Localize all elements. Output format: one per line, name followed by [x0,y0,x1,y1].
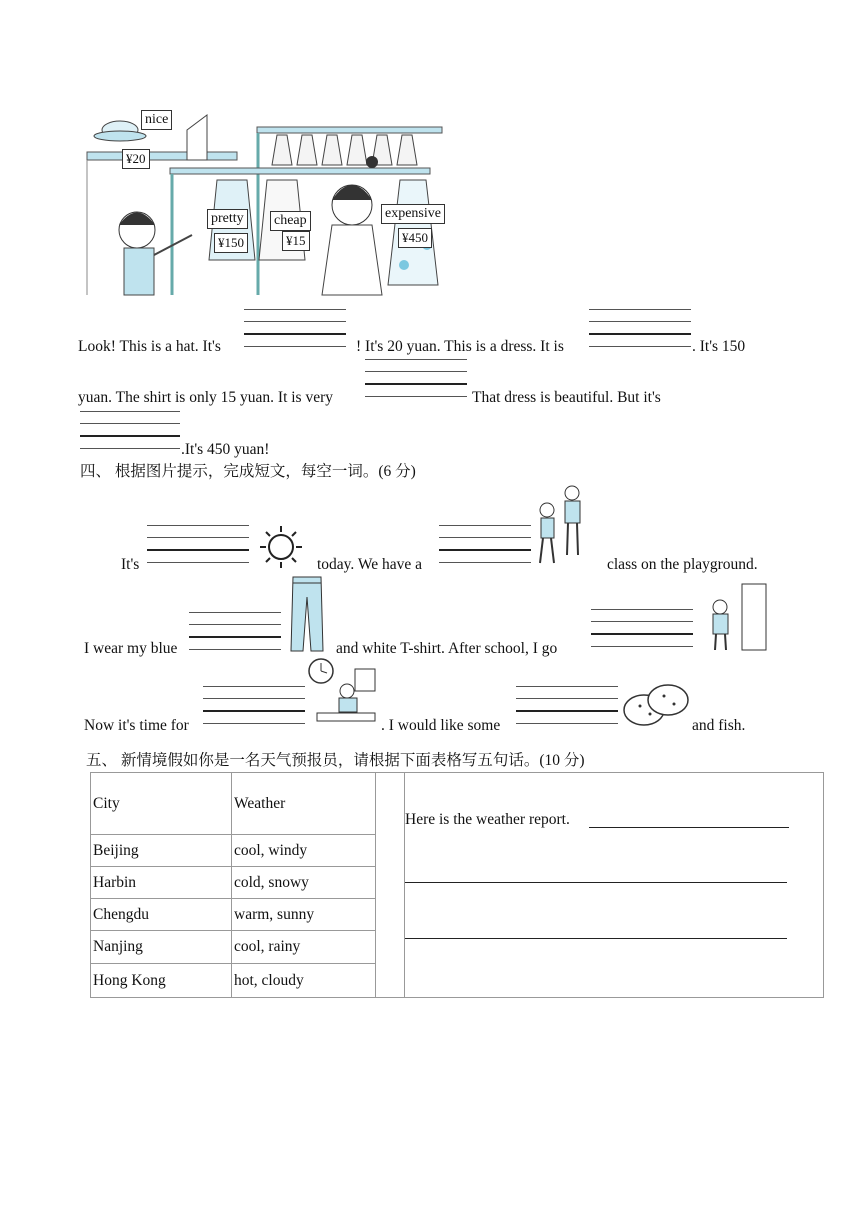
writing-line[interactable] [405,938,787,939]
shop-illustration [82,100,452,300]
blank-cheap[interactable] [365,359,467,397]
blank-home[interactable] [591,609,693,647]
table-row-weather: cold, snowy [232,867,376,899]
weather-table [90,772,824,998]
table-row-city: Chengdu [91,899,232,931]
blank-expensive[interactable] [80,411,180,449]
s3-line2-a: yuan. The shirt is only 15 yuan. It is very [78,389,334,406]
blank-pe[interactable] [439,525,531,563]
pe-class-icon [532,485,592,570]
tag-price-shirt: ¥15 [282,231,310,251]
s3-line1-c: . It's 150 [692,338,746,355]
writing-line[interactable] [589,827,789,828]
report-intro: Here is the weather report. [405,811,570,828]
sun-icon [258,524,304,570]
blank-nice[interactable] [244,309,346,347]
tag-pretty: pretty [207,209,248,229]
s4-l1-b: today. We have a [317,556,423,573]
s3-line2-b: That dress is beautiful. But it's [472,389,661,406]
tag-price-dress: ¥150 [214,233,248,253]
potatoes-icon [620,680,692,730]
s4-l1-a: It's [121,556,140,573]
writing-area[interactable] [405,773,824,998]
blank-sunny[interactable] [147,525,249,563]
tag-nice: nice [141,110,172,130]
s4-l1-c: class on the playground. [607,556,758,573]
blank-jeans[interactable] [189,612,281,650]
table-row-city: Beijing [91,835,232,867]
clock-dinner-icon [307,655,383,727]
blank-potatoes[interactable] [516,686,618,724]
section4-heading: 四、 根据图片提示，完成短文，每空一词。(6 分) [80,463,416,480]
blank-dinner[interactable] [203,686,305,724]
blank-pretty[interactable] [589,309,691,347]
table-row-city: Harbin [91,867,232,899]
s3-line3: .It's 450 yuan! [181,441,270,458]
tag-cheap: cheap [270,211,311,231]
spacer-column [376,773,405,998]
writing-line[interactable] [405,882,787,883]
s3-line1-a: Look! This is a hat. It's [78,338,221,355]
s3-line1-b: ! It's 20 yuan. This is a dress. It is [356,338,564,355]
tag-price-expensive: ¥450 [398,228,432,248]
s4-l2-a: I wear my blue [84,640,178,657]
s4-l3-a: Now it's time for [84,717,189,734]
header-weather: Weather [232,773,376,835]
table-row-weather: warm, sunny [232,899,376,931]
table-row-weather: cool, windy [232,835,376,867]
table-row-city: Nanjing [91,931,232,964]
s4-l3-b: . I would like some [381,717,501,734]
table-row-weather: cool, rainy [232,931,376,964]
table-row-city: Hong Kong [91,964,232,998]
tag-expensive: expensive [381,204,445,224]
s4-l2-b: and white T-shirt. After school, I go [336,640,558,657]
home-door-icon [700,582,770,652]
table-row-weather: hot, cloudy [232,964,376,998]
section5-heading: 五、 新情境假如你是一名天气预报员，请根据下面表格写五句话。(10 分) [86,752,585,769]
s4-l3-c: and fish. [692,717,746,734]
header-city: City [91,773,232,835]
jeans-icon [287,575,327,653]
tag-price-hat: ¥20 [122,149,150,169]
